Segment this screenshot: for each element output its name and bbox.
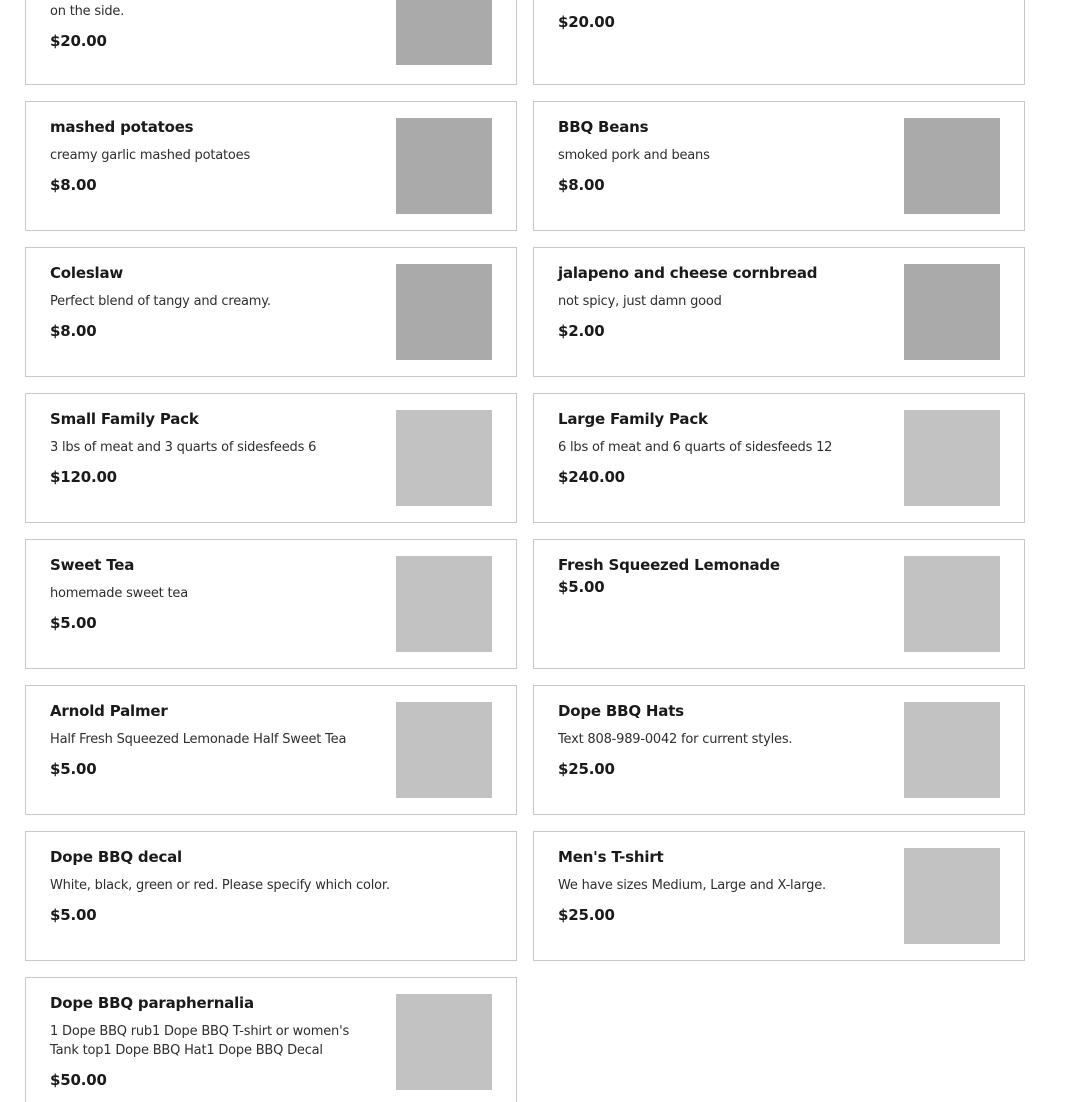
menu-item-name: Dope BBQ decal — [50, 848, 182, 866]
menu-item-card[interactable] — [25, 101, 517, 231]
menu-item-info — [50, 118, 380, 194]
menu-item-card[interactable] — [25, 393, 517, 523]
menu-item-name: Small Family Pack — [50, 410, 199, 428]
menu-item-info — [50, 994, 380, 1089]
menu-item-name: Arnold Palmer — [50, 702, 168, 720]
menu-item-info — [558, 264, 888, 340]
menu-item-image — [904, 264, 1000, 360]
menu-item-info — [50, 702, 380, 778]
menu-item-description: White, black, green or red. Please specify which color. — [50, 878, 390, 893]
menu-item-name: Fresh Squeezed Lemonade — [558, 556, 780, 574]
menu-item-image — [904, 556, 1000, 652]
menu-item-price: $8.00 — [558, 176, 605, 194]
menu-item-description: Perfect blend of tangy and creamy. — [50, 294, 271, 309]
menu-item-price: $20.00 — [50, 32, 107, 50]
menu-item-image — [396, 264, 492, 360]
menu-item-description: on the side. — [50, 4, 125, 19]
menu-item-description: smoked pork and beans — [558, 148, 710, 163]
menu-item-description: not spicy, just damn good — [558, 294, 722, 309]
menu-item-card[interactable] — [533, 0, 1025, 85]
menu-item-name: mashed potatoes — [50, 118, 194, 136]
menu-item-price: $120.00 — [50, 468, 117, 486]
menu-item-price: $20.00 — [558, 13, 615, 31]
menu-item-name: Men's T-shirt — [558, 848, 664, 866]
menu-item-price: $240.00 — [558, 468, 625, 486]
menu-item-image — [396, 118, 492, 214]
menu-item-info — [558, 556, 888, 596]
menu-item-price: $5.00 — [558, 578, 605, 596]
menu-item-name: Large Family Pack — [558, 410, 708, 428]
menu-item-info — [558, 0, 998, 31]
menu-item-card[interactable] — [533, 247, 1025, 377]
menu-item-image — [396, 994, 492, 1090]
menu-item-name: jalapeno and cheese cornbread — [558, 264, 818, 282]
menu-item-description: 6 lbs of meat and 6 quarts of sidesfeeds 12 — [558, 440, 833, 455]
menu-item-image — [396, 410, 492, 506]
menu-item-price: $8.00 — [50, 322, 97, 340]
menu-item-image — [396, 702, 492, 798]
menu-item-price: $50.00 — [50, 1071, 107, 1089]
menu-item-card[interactable] — [25, 539, 517, 669]
menu-item-image — [904, 410, 1000, 506]
menu-item-info — [50, 556, 380, 632]
menu-item-card[interactable] — [533, 831, 1025, 961]
menu-item-price: $8.00 — [50, 176, 97, 194]
menu-item-name: BBQ Beans — [558, 118, 649, 136]
menu-item-card[interactable] — [25, 0, 517, 85]
menu-item-card[interactable] — [25, 831, 517, 961]
menu-item-image — [904, 848, 1000, 944]
menu-item-info — [558, 118, 888, 194]
menu-item-description: 3 lbs of meat and 3 quarts of sidesfeeds 6 — [50, 440, 317, 455]
menu-item-name: Dope BBQ paraphernalia — [50, 994, 254, 1012]
menu-item-info — [50, 264, 380, 340]
menu-item-price: $5.00 — [50, 614, 97, 632]
menu-item-card[interactable] — [533, 685, 1025, 815]
menu-item-info — [50, 848, 480, 924]
menu-item-info — [558, 410, 888, 486]
menu-item-card[interactable] — [25, 685, 517, 815]
menu-item-description: Text 808-989-0042 for current styles. — [558, 732, 793, 747]
menu-item-description: homemade sweet tea — [50, 586, 188, 601]
menu-item-info — [558, 702, 888, 778]
menu-item-description: Half Fresh Squeezed Lemonade Half Sweet Tea — [50, 732, 347, 747]
menu-item-card[interactable] — [25, 247, 517, 377]
menu-item-price: $5.00 — [50, 906, 97, 924]
menu-item-image — [396, 0, 492, 65]
menu-item-info — [50, 410, 380, 486]
menu-item-info — [50, 0, 380, 50]
menu-item-card[interactable] — [533, 539, 1025, 669]
menu-item-price: $2.00 — [558, 322, 605, 340]
menu-item-image — [396, 556, 492, 652]
menu-item-image — [904, 702, 1000, 798]
menu-item-description — [558, 0, 998, 2]
menu-item-card[interactable] — [533, 393, 1025, 523]
menu-item-image — [904, 118, 1000, 214]
menu-item-description: 1 Dope BBQ rub1 Dope BBQ T-shirt or women's Tank top1 Dope BBQ Hat1 Dope BBQ Decal — [50, 1024, 350, 1058]
menu-item-price: $25.00 — [558, 906, 615, 924]
menu-item-description: We have sizes Medium, Large and X-large. — [558, 878, 826, 893]
menu-item-price: $25.00 — [558, 760, 615, 778]
menu-item-name: Dope BBQ Hats — [558, 702, 684, 720]
menu-item-name: Coleslaw — [50, 264, 124, 282]
menu-item-price: $5.00 — [50, 760, 97, 778]
menu-item-card[interactable] — [533, 101, 1025, 231]
menu-item-card[interactable] — [25, 977, 517, 1102]
menu-item-description: creamy garlic mashed potatoes — [50, 148, 251, 163]
menu-item-info — [558, 848, 888, 924]
menu-item-name: Sweet Tea — [50, 556, 135, 574]
